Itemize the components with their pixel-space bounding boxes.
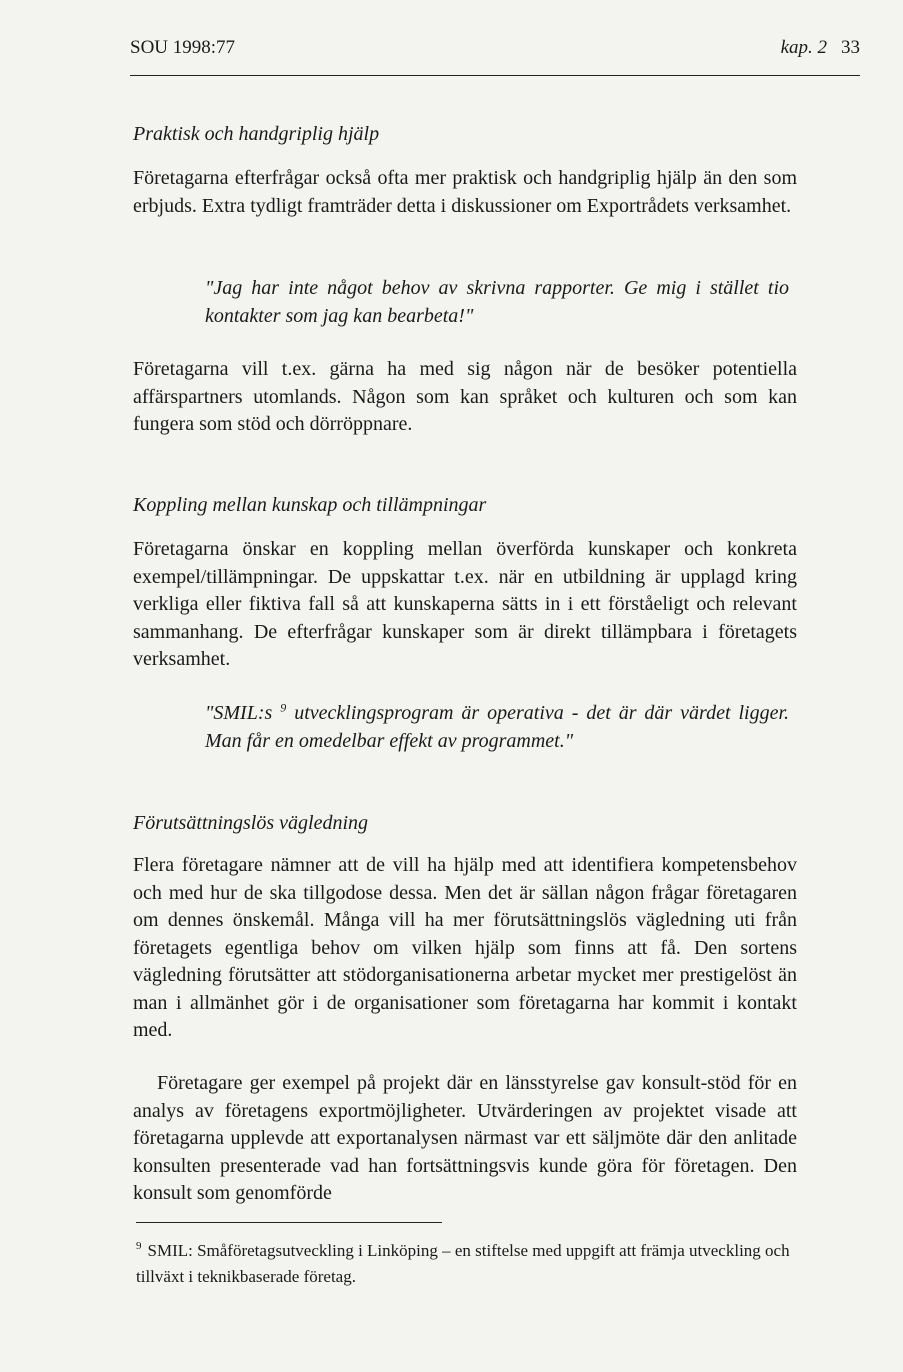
footnote-reference: 9 (280, 700, 287, 715)
quote-smil (205, 700, 789, 755)
quote-rapporter: "Jag har inte något behov av skrivna rapporter. Ge mig i stället tio kontakter som jag kan bearbeta!" (205, 277, 789, 327)
quote-smil-end: utvecklingsprogram är operativa - det är där värdet ligger. Man får en omedelbar effekt av programmet." (205, 702, 790, 752)
paragraph-praktisk-1: Företagarna efterfrågar också ofta mer praktisk och handgriplig hjälp än den som erbjuds. Extra tydligt framträder detta i diskussioner om Exportrådets verksamhet. (133, 167, 797, 217)
chapter-label: kap. 2 (780, 37, 827, 58)
paragraph-koppling-1: Företagarna önskar en koppling mellan överförda kunskaper och konkreta exempel/tillämpningar. De uppskattar t.ex. när en utbildning är upplagd kring verkliga eller fiktiva fall så att kunskaperna sätts in i ett förståeligt och relevant sammanhang. De efterfrågar kunskaper som är direkt tillämpbara i företagets verksamhet. (133, 538, 797, 670)
footnote-number: 9 (136, 1240, 142, 1253)
page-locator (781, 36, 860, 60)
section-heading-praktisk: Praktisk och handgriplig hjälp (133, 123, 380, 145)
footnote-rule (136, 1222, 442, 1223)
paragraph-vagledning-1: Flera företagare nämner att de vill ha hjälp med att identifiera kompetensbehov och med hur de ska tillgodose dessa. Men det är sällan någon frågar företagaren om dennes önskemål. Många vill ha mer förutsättningslös vägledning uti från företagets egentliga behov om vilken hjälp som finns att få. Den sortens vägledning förutsätter att stödorganisationerna arbetar mycket mer prestigelöst än man i allmänhet gör i de organisationer som företagarna har kommit i kontakt med. (133, 854, 797, 1041)
page-number: 33 (841, 37, 860, 58)
section-heading-vagledning: Förutsättningslös vägledning (133, 812, 368, 834)
paragraph-vagledning-2: Företagare ger exempel på projekt där en länsstyrelse gav konsult-stöd för en analys av företagens exportmöjligheter. Utvärderingen av projektet visade att företagarna upplevde att exportanalysen närmast var ett säljmöte där den anlitade konsulten presenterade vad han fortsättningsvis kunde göra för företagen. Den konsult som genomförde (133, 1072, 797, 1204)
footnote-text: SMIL: Småföretagsutveckling i Linköping – en stiftelse med uppgift att främja utveckling och tillväxt i teknikbaserade företag. (136, 1241, 790, 1286)
section-heading-koppling: Koppling mellan kunskap och tillämpningar (133, 494, 487, 516)
report-reference: SOU 1998:77 (130, 37, 236, 58)
quote-smil-start: "SMIL:s (205, 702, 273, 724)
header-rule (130, 75, 860, 76)
paragraph-praktisk-2: Företagarna vill t.ex. gärna ha med sig någon när de besöker potentiella affärspartners utomlands. Någon som kan språket och kulturen och som kan fungera som stöd och dörröppnare. (133, 358, 797, 435)
footnote (136, 1238, 811, 1290)
